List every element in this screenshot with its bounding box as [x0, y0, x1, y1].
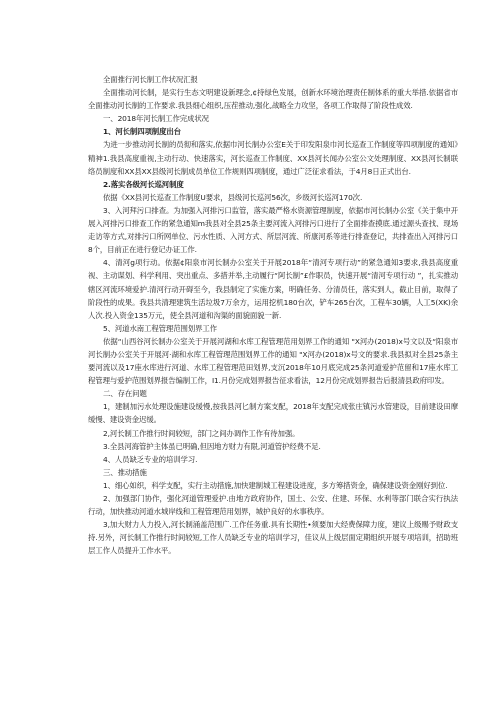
- paragraph: 依据《XX县河长巡查工作制度U要求，县级河长巡河56次，乡级河长巡河170次.: [103, 192, 363, 202]
- paragraph: 4、人员缺乏专业的培训学习.: [103, 454, 198, 464]
- paragraph: 2.落实各级河长巡河制度: [103, 179, 184, 189]
- paragraph: 1，建制加污水处理设施建设缓慢,按我县河匕制方案支配，2018年支配完成张庄镇污水管建设，目前建设田摩缓慢、建设资金迟缓。: [88, 402, 458, 425]
- paragraph: 全面推动河长制，是实行生态文明建设新理念,¢持绿色发展，创新水环境治理责任制体系的重大举措.依据省市全面推动河长制的工作要求.我县细心组织,压茬推动,强化,战略全力攻坚，各项工作取得了阶段性成效.: [88, 88, 458, 111]
- paragraph: 为进一步推动河长制的员彻和落实,依据巾河长制办公室E关于印发阳泉巾河长巡查工作制度等四项制度的通知》精神1.我县高度重视,主动行动、快速落实，河长巡查工作制度、XX县河长闻办公室公文处理制度、XX县河长制联络员制度和XX县XX县级河长制成员单位工作规则四项制度，通过广泛征求看法，于4月8日正式出台.: [88, 140, 458, 176]
- paragraph: 依据“山西谷河长制办公室关于开展河湖和水库工程管理范用划界工作的通知 "X河办(2018)x号文以及“阳泉市河长制办公室关于开展河·湖和水库工程管理范围划界工作的通知 "X河办(2018)x号文的要求.我县拟对全县25条主要河流以及17座水库进行河道、水库工程管理范田划界,支沉2018年10月底完成25条河道爱护范留和17座水库工程管理与爱护范围划界报告编制工作，I1.月份完成划界报告征求看法，12月份完成划界报告后报清县政府印发。: [88, 336, 458, 386]
- paragraph: 3、入河拜污口排查。为加强入河排污口监管，落实最严格水资源管理制度，依据市河长制办公室《关于集中开展入河排污口排查工作的紧急通知m我县对全县25条主要河流入河排污口进行了全面排查摸底.通过源头查找、现场走访等方式,对排污口所网单位、污水性质、入河方式、所层河流、所康河系等进行排查登记，共排查出入河排污口8个，目前正在进行登记办证工作.: [88, 205, 458, 255]
- paragraph: 一、2018年河长制工作完成状况: [103, 114, 209, 124]
- document-paragraphs: [88, 86, 458, 557]
- paragraph: 4、清河g项行动。依据¢阳泉市河长制办公室关于开展2018年“清河专项行动”的紧急通知3要求,我县高度重视、主动谋划、科学利用、突出重点、多措并举,主动履行“阿长制”£作职员，快速开展“清河专项行动 ”，扎实推动辖区河流环境爱护.清河行动开碍至今，我县制定了实施方案，明确任务、分清员任，落实到人，截止目前，取得了阶段性的成果。我县共清理建筑生活垃圾7万余方，运用挖机180台次，铲车265台次，工程车30辆，人工5(XK)余人次.投入资金135万元，使全县河道和沟渠的面貌面貌一新.: [88, 258, 458, 320]
- paragraph: 三、推动措施: [103, 467, 147, 477]
- paragraph: 二、存在问题: [103, 389, 147, 399]
- paragraph: 3,加大财力人力投入,河长制涌盖范围广.工作任务重.具有长期性•须要加大经费保障力度，建议上级赐予财政支持.另外，河长制工作推行时间较短,工作人员缺乏专业的培训学习，佳议从上级层面定期组织开展专项培训，招助班层工作人员提升工作水平。: [88, 520, 458, 556]
- document-body: [88, 73, 458, 557]
- paragraph: 1、细心如织，科学支配，实行主动措施,加快建制城工程建设进度，多方筹措资金，确保建设资金刚好到位.: [103, 480, 448, 490]
- paragraph: 1、河长制四项制度出台: [103, 127, 181, 137]
- paragraph: 2、加强部门协作，强化河道管理爱护.由地方政府协作，国土、公安、住建、环保、水利等部门联合实行执法行动，加快推动河道水城岸线和工程管理范用划界，城护良好的水事秩序。: [88, 494, 458, 517]
- document-title: 全面推行河长制工作状况汇报: [103, 75, 198, 84]
- paragraph: 3.全县河海管护主体虽已明确,但因地方财力有限,河道管护经费不足.: [103, 441, 321, 451]
- paragraph: 5、河道水南工程管理范围划界工作: [103, 323, 217, 333]
- paragraph: 2,河长制工作推行时间较短，部门之间办调作工作有待加强。: [103, 428, 300, 438]
